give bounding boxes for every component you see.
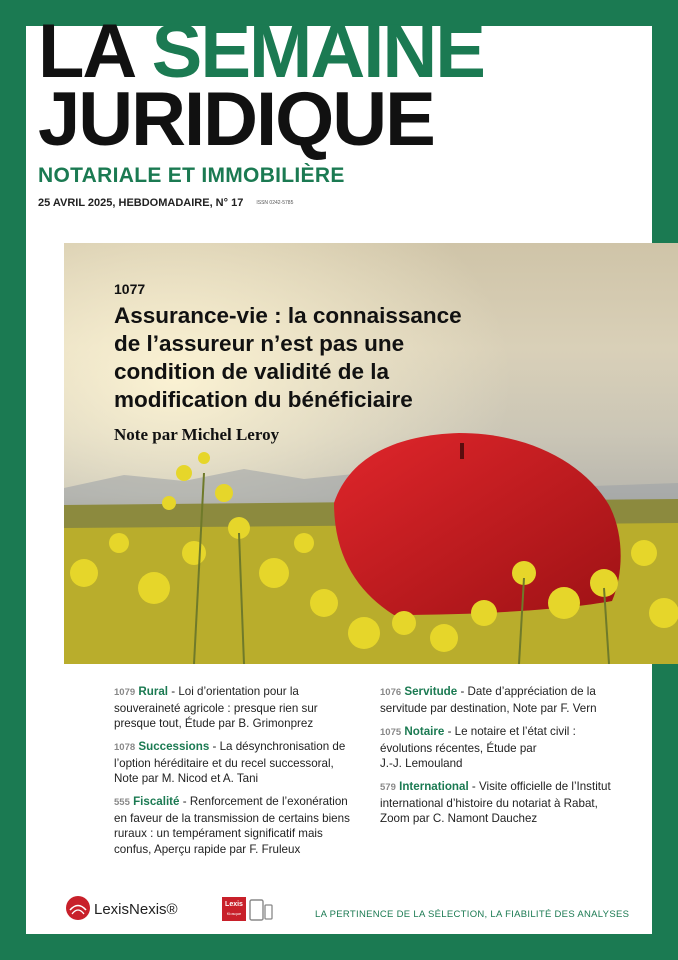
toc-text: - Loi d’orientation pour la (171, 685, 299, 698)
masthead-subtitle: NOTARIALE ET IMMOBILIÈRE (38, 164, 345, 187)
toc-category: Servitude (404, 685, 458, 698)
toc-number: 579 (380, 782, 396, 793)
toc-text: l’option héréditaire et du recel successoral, (114, 756, 334, 770)
toc-category: Fiscalité (133, 795, 180, 808)
title-semaine: SEMAINE (151, 9, 484, 94)
hero-author: Note par Michel Leroy (114, 425, 280, 444)
toc-item-rural[interactable] (114, 684, 359, 732)
toc-item-international[interactable] (380, 779, 625, 827)
toc-text: J.-J. Lemouland (380, 757, 463, 770)
toc-text: presque tout, Étude par B. Grimonprez (114, 717, 314, 730)
toc-category: Successions (138, 740, 210, 753)
toc-text: évolutions récentes, Étude par (380, 741, 537, 755)
toc-text: servitude par destination, Note par F. Vern (380, 701, 597, 715)
toc-text: souveraineté agricole : presque rien sur (114, 701, 318, 715)
toc-text: international d’histoire du notariat à Rabat, (380, 796, 598, 810)
issue-line (38, 197, 293, 209)
hero-article-number: 1077 (114, 281, 146, 297)
toc-number: 555 (114, 797, 130, 808)
toc-item-successions[interactable] (114, 739, 359, 787)
toc-category: Rural (138, 685, 169, 698)
toc-text: confus, Aperçu rapide par F. Fruleux (114, 842, 301, 856)
toc-text: - La désynchronisation de (212, 740, 346, 753)
toc-number: 1076 (380, 687, 402, 698)
toc-text: - Le notaire et l’état civil : (447, 725, 576, 738)
toc-number: 1079 (114, 687, 136, 698)
toc-text: Note par M. Nicod et A. Tani (114, 772, 259, 785)
hero-title-line: modification du bénéficiaire (114, 387, 413, 412)
kiosque-sub: Kiosque (226, 911, 242, 916)
toc-item-fiscalite[interactable] (114, 794, 359, 857)
hero-title[interactable] (114, 302, 554, 414)
toc-text: Zoom par C. Namont Dauchez (380, 812, 538, 825)
devices-icon (248, 897, 274, 923)
toc-text: en faveur de la transmission de certains biens (114, 811, 350, 825)
issn: ISSN 0242-5785 (256, 200, 294, 207)
toc-text: ruraux : un tempérament significatif mais (114, 827, 323, 840)
kiosque-label: Lexis (225, 901, 243, 908)
title-la: LA (38, 9, 133, 94)
toc-text: - Visite officielle de l’Institut (471, 780, 611, 793)
toc-text: - Renforcement de l’exonération (182, 795, 348, 808)
toc-item-notaire[interactable] (380, 724, 625, 772)
toc-category: Notaire (404, 725, 445, 738)
lexisnexis-logo-icon[interactable] (64, 893, 94, 923)
title-juridique: JURIDIQUE (38, 77, 434, 162)
toc-category: International (399, 780, 469, 793)
toc-item-servitude[interactable] (380, 684, 625, 716)
tagline: LA PERTINENCE DE LA SÉLECTION, LA FIABILITÉ DES ANALYSES (315, 909, 630, 920)
toc-number: 1078 (114, 742, 136, 753)
toc-number: 1075 (380, 727, 402, 738)
toc-text: - Date d’appréciation de la (460, 685, 596, 698)
issue-date: 25 AVRIL 2025, HEBDOMADAIRE, N° 17 (38, 197, 244, 209)
publisher-name[interactable]: LexisNexis® (94, 901, 178, 918)
hero-title-line: Assurance-vie : la connaissance (114, 303, 462, 328)
hero-title-line: condition de validité de la (114, 359, 390, 384)
hero-title-line: de l’assureur n’est pas une (114, 331, 405, 356)
